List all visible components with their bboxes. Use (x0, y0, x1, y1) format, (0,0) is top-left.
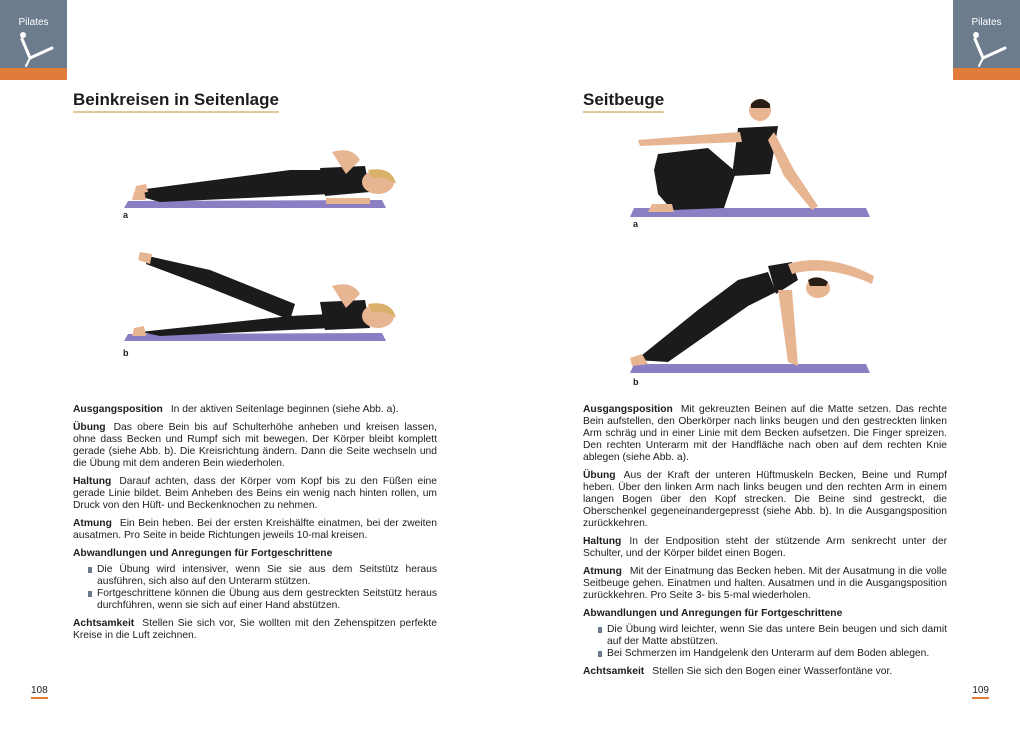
page-title-right: Seitbeuge (583, 90, 664, 113)
keyword: Atmung (73, 518, 112, 529)
section-ausgangsposition (73, 404, 437, 416)
chapter-tab-accent (953, 68, 1020, 80)
section-atmung (583, 566, 947, 602)
keyword: Ausgangsposition (583, 404, 673, 415)
figure-raised-leg (146, 256, 295, 320)
section-achtsamkeit (73, 618, 437, 642)
keyword: Übung (73, 422, 106, 433)
pilates-figure-icon (18, 30, 54, 68)
body-text: Darauf achten, dass der Körper vom Kopf bis zu den Füßen eine gerade Linie bildet. Beim Anheben des Beins ein wenig nach hinten rollen, um Druck von den Hüft- und Beckenknochen zu nehmen. (73, 476, 437, 511)
figure-label-b: b (633, 377, 639, 387)
figure-lower-leg (140, 314, 332, 336)
pilates-figure-icon (971, 30, 1007, 68)
keyword: Achtsamkeit (73, 618, 135, 629)
body-text: In der aktiven Seitenlage beginnen (siehe Abb. a). (170, 404, 399, 415)
keyword: Haltung (73, 476, 112, 487)
body-text: Aus der Kraft der unteren Hüftmuskeln Becken, Beine und Rumpf heben. Über den linken Arm nach links beugen und den rechten Arm in einem langen Bogen über den Kopf strecken. Die Beine sind gestreckt, die Oberschenkel gegeneinandergepresst (siehe Abb. b). In die Ausgangsposition zurückkehren. (583, 470, 947, 529)
variations-heading: Abwandlungen und Anregungen für Fortgeschrittene (73, 548, 333, 559)
body-text: Mit gekreuzten Beinen auf die Matte setzen. Das rechte Bein aufstellen, den Oberkörper nach links beugen und den gestreckten linken Arm schräg und in einer Linie mit dem Becken aufsetzen. Die Finger spreizen. Den rechten Unterarm mit der Handfläche nach oben auf dem rechten Knie ablegen (siehe Abb. a). (583, 404, 947, 463)
list-item: Die Übung wird leichter, wenn Sie das untere Bein beugen und sich damit auf der Matte abstützen. (607, 624, 947, 647)
page-title-left: Beinkreisen in Seitenlage (73, 90, 279, 113)
chapter-tab-left (0, 0, 67, 80)
variations-list (583, 624, 947, 660)
chapter-tab-label: Pilates (971, 17, 1002, 28)
body-text: Ein Bein heben. Bei der ersten Kreishälfte einatmen, bei der zweiten ausatmen. Pro Seite in beide Richtungen jeweils 10-mal kreisen. (73, 518, 437, 541)
page-number-left: 108 (31, 685, 48, 699)
section-haltung (583, 536, 947, 560)
photo-side-bend-a (628, 96, 874, 220)
keyword: Übung (583, 470, 616, 481)
body-text: Stellen Sie sich vor, Sie wollten mit den Zehenspitzen perfekte Kreise in die Luft zeichnen. (73, 618, 437, 641)
body-text: Das obere Bein bis auf Schulterhöhe anheben und kreisen lassen, ohne dass Becken und Rumpf sich mit bewegen. Der Körper bleibt komplett gerade (siehe Abb. b). Die Kreisrichtung ändern. Dann die Seite wechseln und die Übung mit dem anderen Bein wiederholen. (73, 422, 437, 469)
keyword: Atmung (583, 566, 622, 577)
variations-heading: Abwandlungen und Anregungen für Fortgeschrittene (583, 608, 843, 619)
list-item: Die Übung wird intensiver, wenn Sie sie aus dem Seitstütz heraus ausführen, sich also auf den Unterarm stützen. (97, 564, 437, 587)
variations-list (73, 564, 437, 612)
figure-label-a: a (633, 219, 639, 229)
section-achtsamkeit (583, 666, 947, 678)
figure-foot (132, 326, 146, 336)
body-text: Stellen Sie sich den Bogen einer Wasserfontäne vor. (652, 666, 893, 677)
section-atmung (73, 518, 437, 542)
section-ausgangsposition (583, 404, 947, 464)
chapter-tab-label: Pilates (18, 17, 49, 28)
section-haltung (73, 476, 437, 512)
page-number-right: 109 (972, 685, 989, 699)
list-item: Fortgeschrittene können die Übung aus dem gestreckten Seitstütz heraus durchführen, wenn sie sich auf einer Hand abstützen. (97, 588, 437, 611)
chapter-tab-right (953, 0, 1020, 80)
exercise-description-left (73, 404, 437, 648)
photo-side-lying-leg-circles-a (120, 140, 400, 212)
keyword: Haltung (583, 536, 622, 547)
keyword: Ausgangsposition (73, 404, 163, 415)
body-text: In der Endposition steht der stützende Arm senkrecht unter der Schulter, und der Körper bildet einen Bogen. (583, 536, 947, 559)
exercise-description-right (583, 404, 947, 684)
body-text: Mit der Einatmung das Becken heben. Mit der Ausatmung in die volle Seitbeuge gehen. Einatmen und halten. Ausatmen und in die Ausgangsposition zurückkehren. Pro Seite 3- bis 5-mal wiederholen. (583, 566, 947, 601)
keyword: Achtsamkeit (583, 666, 645, 677)
photo-side-bend-b (628, 250, 882, 376)
figure-foot (138, 252, 152, 264)
chapter-tab-accent (0, 68, 67, 80)
figure-label-b: b (123, 348, 129, 358)
section-uebung (73, 422, 437, 470)
section-uebung (583, 470, 947, 530)
list-item: Bei Schmerzen im Handgelenk den Unterarm auf dem Boden ablegen. (607, 648, 947, 660)
figure-label-a: a (123, 210, 129, 220)
